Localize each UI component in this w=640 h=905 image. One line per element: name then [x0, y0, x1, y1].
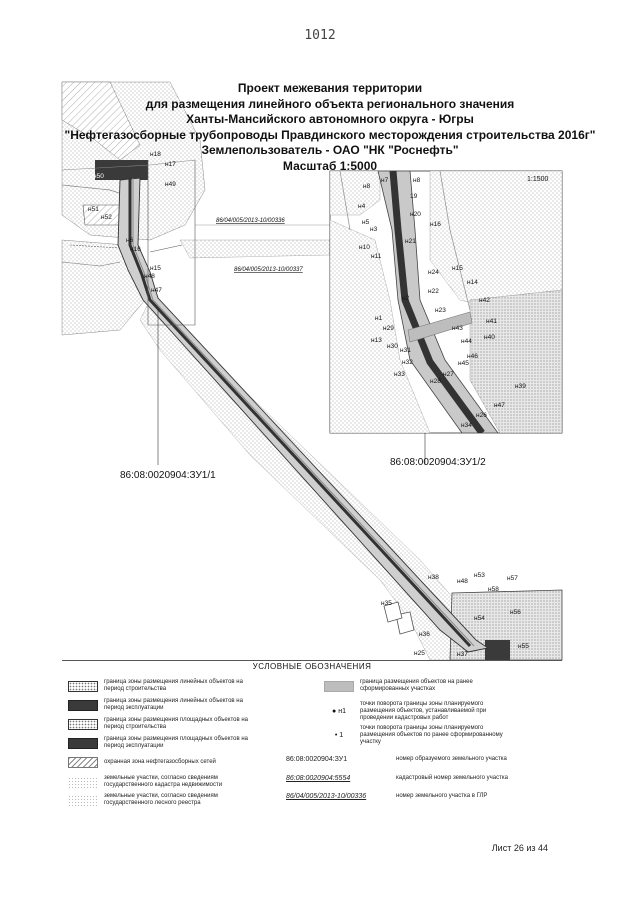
point-label: н4: [358, 203, 366, 210]
point-label: н32: [402, 359, 413, 366]
legend-item-gpr-number: [286, 793, 546, 800]
point-label: н57: [507, 575, 518, 582]
legend-item-formed-plots: [324, 679, 510, 693]
title-line: Ханты-Мансийского автономного округа - Югры: [186, 112, 474, 126]
legend-item-area-construction: [68, 717, 254, 731]
legend-code: 86:08:0020904:5554: [286, 775, 351, 782]
point-label: 19: [410, 193, 418, 200]
title-line: Масштаб 1:5000: [282, 158, 378, 173]
point-symbol-label: 1: [339, 732, 344, 739]
legend-swatch: [68, 700, 98, 711]
point-label: н23: [435, 307, 446, 314]
legend-label: граница зоны размещения площадных объектов на период эксплуатации: [104, 736, 248, 749]
legend-item-linear-construction: [68, 679, 254, 693]
page-number: 1012: [304, 28, 336, 43]
legend-label: граница зоны размещения площадных объектов на период строительства: [104, 717, 248, 730]
point-label: н11: [371, 253, 382, 260]
legend-swatch: [68, 719, 98, 730]
legend-label: граница зоны размещения линейных объектов на период строительства: [104, 679, 243, 692]
legend-code: 86:08:0020904:ЗУ1: [286, 756, 348, 763]
point-label: н47: [494, 402, 505, 409]
point-label: н50: [93, 173, 104, 180]
plot-label-right: 86:08:0020904:ЗУ1/2: [390, 457, 486, 468]
point-label: н35: [381, 600, 392, 607]
legend-label: охранная зона нефтегазосборных сетей: [104, 759, 216, 765]
legend-label: номер образуемого земельного участка: [396, 756, 507, 762]
point-label: н10: [359, 244, 370, 251]
point-label: н2: [402, 295, 410, 302]
point-label: н38: [428, 574, 439, 581]
legend-code: 86/04/005/2013-10/00336: [286, 793, 367, 800]
map-legend: [62, 660, 562, 809]
legend-swatch: [68, 681, 98, 692]
point-label: н16: [130, 246, 141, 253]
point-label: н43: [452, 325, 463, 332]
point-label: н6: [126, 237, 134, 244]
point-label: н3: [370, 226, 378, 233]
legend-label: номер земельного участка в ГЛР: [396, 793, 488, 799]
legend-label: земельные участки, согласно сведениям государственного лесного реестра: [104, 793, 218, 806]
legend-swatch: [68, 757, 98, 768]
point-label: н39: [515, 383, 526, 390]
gpr-number: 86/04/005/2013-10/00337: [234, 267, 303, 273]
point-label: н8: [363, 183, 371, 190]
sheet-number: Лист 26 из 44: [491, 843, 548, 853]
legend-swatch: [324, 681, 354, 692]
point-label: н15: [150, 265, 161, 272]
legend-label: земельные участки, согласно сведениям государственного кадастра недвижимости: [104, 775, 223, 788]
point-symbol: • 1: [334, 732, 344, 739]
point-label: н30: [387, 343, 398, 350]
point-label: н31: [400, 347, 411, 354]
point-label: н36: [419, 631, 430, 638]
point-label: н45: [458, 360, 469, 367]
point-label: н21: [405, 238, 416, 245]
point-label: н13: [371, 337, 382, 344]
point-label: н15: [452, 265, 463, 272]
point-label: н24: [428, 269, 439, 276]
point-label: н1: [375, 315, 383, 322]
legend-item-forest-registry: [68, 793, 254, 807]
legend-item-linear-operation: [68, 698, 254, 712]
point-label: н14: [467, 279, 478, 286]
legend-label: граница размещения объектов на ранее сформированных участках: [360, 679, 473, 692]
point-label: н18: [150, 151, 161, 158]
plot-label-left: 86:08:0020904:ЗУ1/1: [120, 470, 216, 481]
point-label: н40: [484, 334, 495, 341]
point-label: н33: [394, 371, 405, 378]
legend-swatch: [68, 738, 98, 749]
legend-item-cadastre-plots: [68, 775, 254, 789]
point-label: н42: [479, 297, 490, 304]
title-line: для размещения линейного объекта регионального значения: [145, 96, 515, 111]
point-label: н52: [101, 214, 112, 221]
legend-label: точки поворота границы зоны планируемого размещения объектов по ранее сформированному участку: [360, 725, 503, 745]
legend-item-turn-points-existing: [324, 725, 510, 746]
point-symbol-label: н1: [338, 708, 346, 715]
legend-item-cadastral-number: [286, 775, 546, 782]
inset-map: [330, 171, 562, 433]
title-line: Проект межевания территории: [237, 81, 423, 95]
point-label: н28: [430, 378, 441, 385]
point-label: н44: [461, 338, 472, 345]
point-label: н47: [151, 287, 162, 294]
legend-item-turn-points-new: [324, 701, 510, 722]
legend-item-protection-zone: [68, 757, 254, 768]
legend-label: граница зоны размещения линейных объектов на период эксплуатации: [104, 698, 243, 711]
point-label: н48: [144, 273, 155, 280]
legend-title: УСЛОВНЫЕ ОБОЗНАЧЕНИЯ: [252, 662, 372, 671]
point-label: н20: [410, 211, 421, 218]
legend-item-new-plot-number: [286, 756, 546, 763]
legend-label: кадастровый номер земельного участка: [396, 775, 508, 781]
point-symbol: ● н1: [332, 708, 346, 715]
point-label: н58: [488, 586, 499, 593]
point-label: н54: [474, 615, 485, 622]
point-label: н22: [428, 288, 439, 295]
point-label: н48: [457, 578, 468, 585]
point-label: н29: [383, 325, 394, 332]
legend-swatch: [68, 795, 98, 806]
point-label: н17: [165, 161, 176, 168]
point-label: н7: [381, 177, 389, 184]
point-label: н16: [430, 221, 441, 228]
point-label: н26: [476, 412, 487, 419]
legend-label: точки поворота границы зоны планируемого размещения объектов, устанавливаемой при проведении кадастровых работ: [360, 701, 487, 721]
point-label: н46: [467, 353, 478, 360]
title-line: Землепользователь - ОАО "НК "Роснефть": [201, 143, 459, 157]
point-label: н37: [457, 651, 468, 658]
point-label: н34: [461, 422, 472, 429]
gpr-number: 86/04/005/2013-10/00336: [216, 218, 285, 224]
legend-swatch: [68, 777, 98, 788]
title-line: "Нефтегазосборные трубопроводы Правдинского месторождения строительства 2016г": [64, 127, 596, 142]
map-title-block: [60, 81, 600, 174]
point-label: н53: [474, 572, 485, 579]
point-label: н55: [518, 643, 529, 650]
point-label: н27: [443, 371, 454, 378]
inset-scale: 1:1500: [527, 176, 549, 183]
point-label: н25: [414, 650, 425, 657]
point-label: н49: [165, 181, 176, 188]
point-label: н56: [510, 609, 521, 616]
point-label: н8: [413, 177, 421, 184]
point-label: н5: [362, 219, 370, 226]
point-label: н41: [486, 318, 497, 325]
point-label: н51: [88, 206, 99, 213]
legend-item-area-operation: [68, 736, 254, 750]
